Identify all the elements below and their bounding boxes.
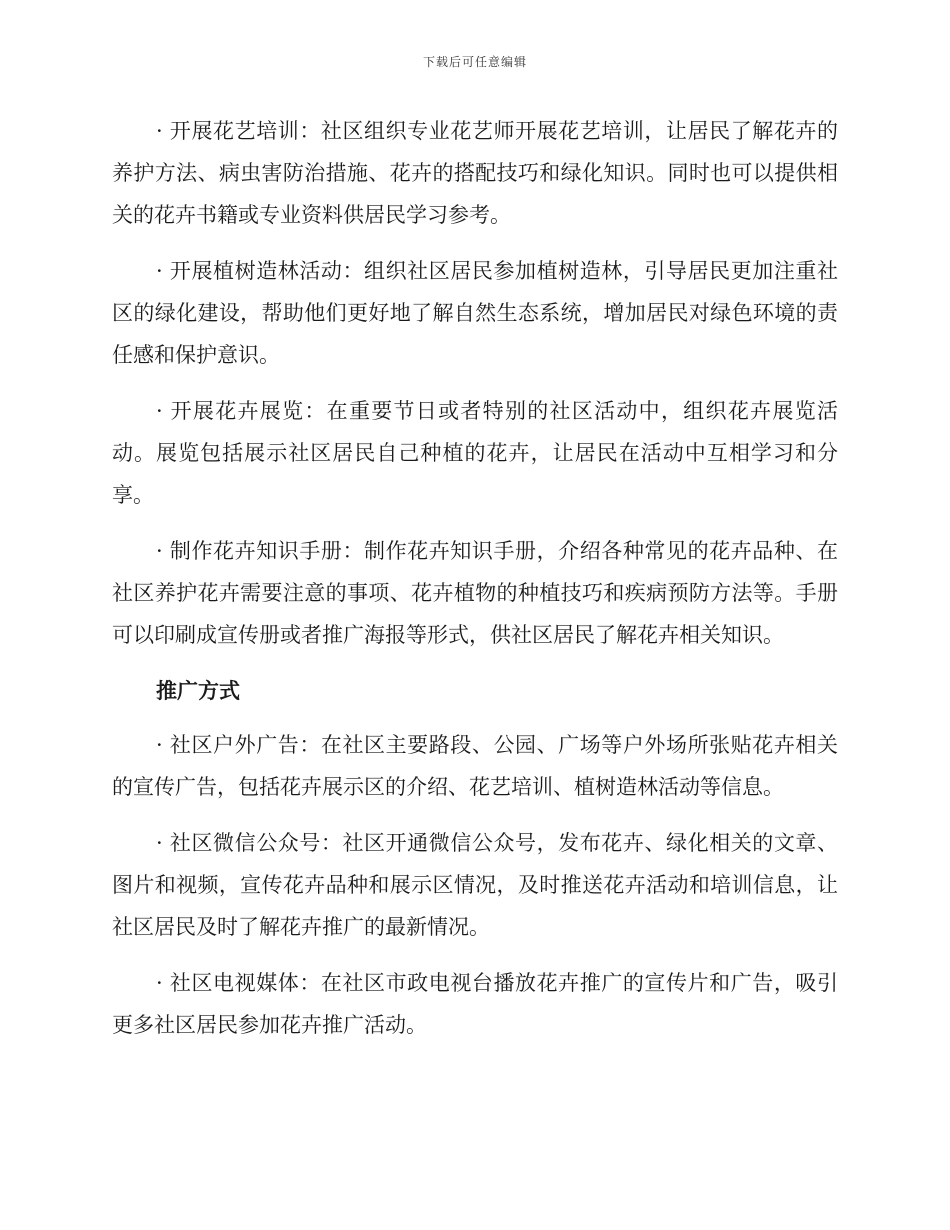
paragraph-floral-training: · 开展花艺培训：社区组织专业花艺师开展花艺培训，让居民了解花卉的养护方法、病虫害防治措施、花卉的搭配技巧和绿化知识。同时也可以提供相关的花卉书籍或专业资料供居民学习参考。 bbox=[112, 119, 838, 227]
paragraph-flower-exhibition: · 开展花卉展览：在重要节日或者特别的社区活动中，组织花卉展览活动。展览包括展示社区居民自己种植的花卉，让居民在活动中互相学习和分享。 bbox=[112, 399, 838, 507]
paragraph-flower-handbook: · 制作花卉知识手册：制作花卉知识手册，介绍各种常见的花卉品种、在社区养护花卉需要注意的事项、花卉植物的种植技巧和疾病预防方法等。手册可以印刷成宣传册或者推广海报等形式，供社区居民了解花卉相关知识。 bbox=[112, 539, 838, 647]
paragraph-tv-media: · 社区电视媒体：在社区市政电视台播放花卉推广的宣传片和广告，吸引更多社区居民参加花卉推广活动。 bbox=[112, 971, 838, 1037]
paragraph-outdoor-ads: · 社区户外广告：在社区主要路段、公园、广场等户外场所张贴花卉相关的宣传广告，包括花卉展示区的介绍、花艺培训、植树造林活动等信息。 bbox=[112, 733, 838, 799]
section-heading-promotion: 推广方式 bbox=[156, 678, 240, 703]
paragraph-wechat-account: · 社区微信公众号：社区开通微信公众号，发布花卉、绿化相关的文章、图片和视频，宣传花卉品种和展示区情况，及时推送花卉活动和培训信息，让社区居民及时了解花卉推广的最新情况。 bbox=[112, 831, 838, 939]
header-note: 下载后可任意编辑 bbox=[422, 55, 527, 69]
paragraph-tree-planting: · 开展植树造林活动：组织社区居民参加植树造林，引导居民更加注重社区的绿化建设，帮助他们更好地了解自然生态系统，增加居民对绿色环境的责任感和保护意识。 bbox=[112, 259, 838, 367]
document-body bbox=[112, 110, 838, 1060]
